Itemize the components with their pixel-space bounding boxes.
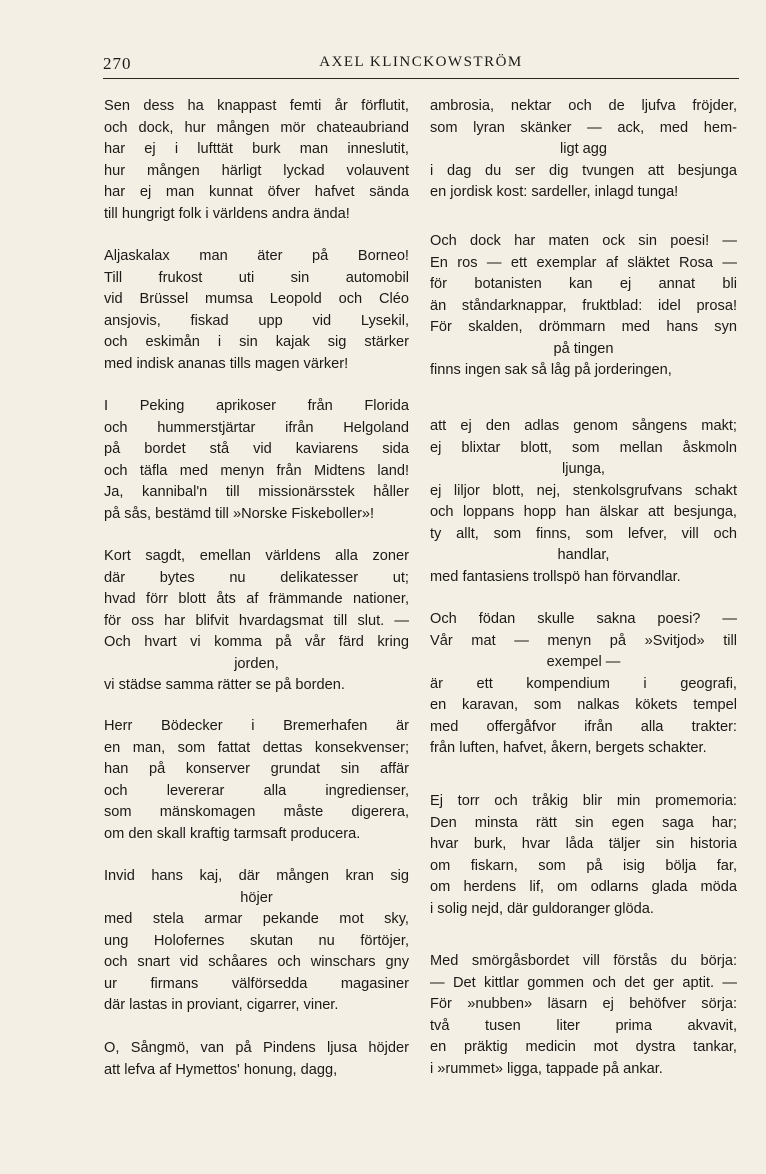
- verse-line: Ej torr och tråkig blir min promemoria:: [430, 793, 737, 809]
- verse-line: att ej den adlas genom sångens makt;: [430, 418, 737, 434]
- verse-line: och hummerstjärtar ifrån Helgoland: [104, 419, 409, 436]
- stanza: [104, 396, 409, 525]
- verse-line: en präktig medicin mot dystra tankar,: [430, 1039, 737, 1055]
- stanza: [104, 96, 409, 225]
- verse-line: Aljaskalax man äter på Borneo!: [104, 248, 409, 264]
- verse-line: jorden,: [234, 655, 279, 672]
- verse-line: Vår mat — menyn på »Svitjod» till: [430, 632, 737, 649]
- verse-line: med fantasiens trollspö han förvandlar.: [430, 568, 681, 585]
- stanza: [104, 866, 409, 1017]
- verse-line: en jordisk kost: sardeller, inlagd tunga!: [430, 184, 679, 200]
- verse-line: Och hvart vi komma på vår färd kring: [104, 634, 409, 650]
- verse-line: finns ingen sak så låg på jorderingen,: [430, 362, 672, 378]
- verse-line: hur mången härligt lyckad volauvent: [104, 162, 409, 179]
- verse-line: och täfla med menyn från Midtens land!: [104, 462, 409, 479]
- header-rule: [103, 78, 739, 79]
- verse-line: på sås, bestämd till »Norske Fiskeboller»!: [104, 505, 375, 522]
- verse-line: ej liljor blott, nej, stenkolsgrufvans schakt: [430, 482, 737, 499]
- verse-line: två tusen liter prima akvavit,: [430, 1017, 737, 1034]
- verse-line: Sen dess ha knappast femti år förflutit,: [104, 98, 409, 114]
- verse-line: om den skall kraftig tarmsaft producera.: [104, 825, 361, 842]
- verse-line: handlar,: [557, 547, 610, 563]
- verse-line: Invid hans kaj, där mången kran sig: [104, 868, 409, 884]
- verse-line: är ett kompendium i geografi,: [430, 675, 737, 692]
- verse-line: Och dock har maten ock sin poesi! —: [430, 233, 737, 249]
- verse-line: O, Sångmö, van på Pindens ljusa höjder: [104, 1040, 409, 1056]
- verse-line: och levererar alla ingredienser,: [104, 782, 409, 799]
- verse-line: Den minsta rätt sin egen saga har;: [430, 814, 737, 831]
- verse-line: han på konserver grundat sin affär: [104, 761, 409, 777]
- verse-line: hvad förr blott åts af främmande nationer,: [104, 591, 409, 607]
- stanza: [104, 716, 409, 845]
- verse-line: där lastas in proviant, cigarrer, viner.: [104, 997, 339, 1013]
- stanza: [104, 546, 409, 697]
- verse-line: ansjovis, fiskad upp vid Lysekil,: [104, 312, 409, 329]
- stanza: [430, 791, 737, 920]
- verse-line: I Peking aprikoser från Florida: [104, 398, 409, 414]
- running-head: AXEL KLINCKOWSTRÖM: [319, 54, 523, 70]
- stanza: [430, 609, 737, 760]
- verse-line: ambrosia, nektar och de ljufva fröjder,: [430, 98, 737, 114]
- verse-line: med indisk ananas tills magen värker!: [104, 355, 349, 372]
- verse-line: Och födan skulle sakna poesi? —: [430, 611, 737, 627]
- verse-line: än ståndarknappar, fruktblad: idel prosa!: [430, 297, 737, 314]
- verse-line: — Det kittlar gommen och det ger aptit. —: [430, 974, 737, 991]
- stanza: [430, 231, 737, 382]
- page-number: 270: [103, 54, 132, 73]
- verse-line: i solig nejd, där guldoranger glöda.: [430, 900, 654, 917]
- verse-line: och dock, hur mången mör chateaubriand: [104, 119, 409, 136]
- stanza: [430, 951, 737, 1080]
- verse-line: om fiskarn, som på isig bölja far,: [430, 857, 737, 874]
- verse-line: och loppans hopp han älskar att besjunga,: [430, 504, 737, 520]
- verse-line: om herdens lif, om odlarns glada möda: [430, 879, 737, 895]
- verse-line: som lyran skänker — ack, med hem-: [430, 119, 737, 136]
- verse-line: och eskimån i sin kajak sig stärker: [104, 334, 409, 350]
- verse-line: och snart vid schåares och winschars gny: [104, 954, 409, 970]
- verse-line: En ros — ett exemplar af släktet Rosa —: [430, 254, 737, 271]
- verse-line: för oss har blifvit hvardagsmat till slut. —: [104, 612, 409, 629]
- page-header: [103, 54, 739, 76]
- verse-line: ung Holofernes skutan nu förtöjer,: [104, 932, 409, 949]
- verse-line: hvar burk, hvar låda täljer sin historia: [430, 836, 737, 852]
- verse-line: ljunga,: [561, 461, 605, 477]
- verse-line: en man, som fattat dettas konsekvenser;: [104, 739, 409, 756]
- verse-line: Ja, kannibal'n till missionärsstek håller: [104, 484, 409, 500]
- verse-line: höjer: [240, 889, 273, 906]
- verse-line: vid Brüssel mumsa Leopold och Cléo: [104, 291, 409, 307]
- verse-line: ur firmans välförsedda magasiner: [104, 975, 409, 992]
- verse-line: Till frukost uti sin automobil: [104, 269, 409, 286]
- verse-line: i »rummet» ligga, tappade på ankar.: [430, 1060, 663, 1077]
- verse-line: på bordet stå vid kaviarens sida: [104, 441, 409, 457]
- verse-line: ty allt, som finns, som lefver, vill och: [430, 525, 737, 542]
- stanza: [104, 246, 409, 375]
- verse-line: vi städse samma rätter se på borden.: [104, 677, 345, 693]
- verse-line: Kort sagdt, emellan världens alla zoner: [104, 548, 409, 564]
- verse-line: där bytes nu delikatesser ut;: [104, 569, 409, 586]
- verse-line: ej blixtar blott, som mellan åskmoln: [430, 439, 737, 456]
- verse-line: i dag du ser dig tvungen att besjunga: [430, 162, 737, 179]
- verse-line: för botanisten kan ej annat bli: [430, 276, 737, 292]
- verse-line: Herr Bödecker i Bremerhafen är: [104, 718, 409, 734]
- verse-line: på tingen: [553, 340, 614, 357]
- verse-line: har ej i lufttät burk man inneslutit,: [104, 141, 409, 157]
- verse-line: har ej man kunnat öfver hafvet sända: [104, 184, 409, 200]
- verse-line: För skalden, drömmarn med hans syn: [430, 319, 737, 335]
- stanza: [104, 1038, 409, 1081]
- verse-line: som mänskomagen måste digerera,: [104, 804, 409, 820]
- verse-line: För »nubben» läsarn ej behöfver sörja:: [430, 996, 737, 1012]
- stanza: [430, 416, 737, 588]
- verse-line: ligt agg: [559, 141, 608, 157]
- verse-line: med offergåfvor ifrån alla trakter:: [430, 718, 737, 735]
- verse-line: med stela armar pekande mot sky,: [104, 911, 409, 927]
- verse-line: Med smörgåsbordet vill förstås du börja:: [430, 953, 737, 969]
- verse-line: en karavan, som nalkas kökets tempel: [430, 697, 737, 713]
- verse-line: exempel —: [546, 654, 621, 670]
- verse-line: till hungrigt folk i världens andra ända!: [104, 205, 350, 222]
- stanza: [430, 96, 737, 204]
- verse-line: att lefva af Hymettos' honung, dagg,: [104, 1061, 338, 1078]
- verse-line: från luften, hafvet, åkern, bergets schakter.: [430, 740, 707, 756]
